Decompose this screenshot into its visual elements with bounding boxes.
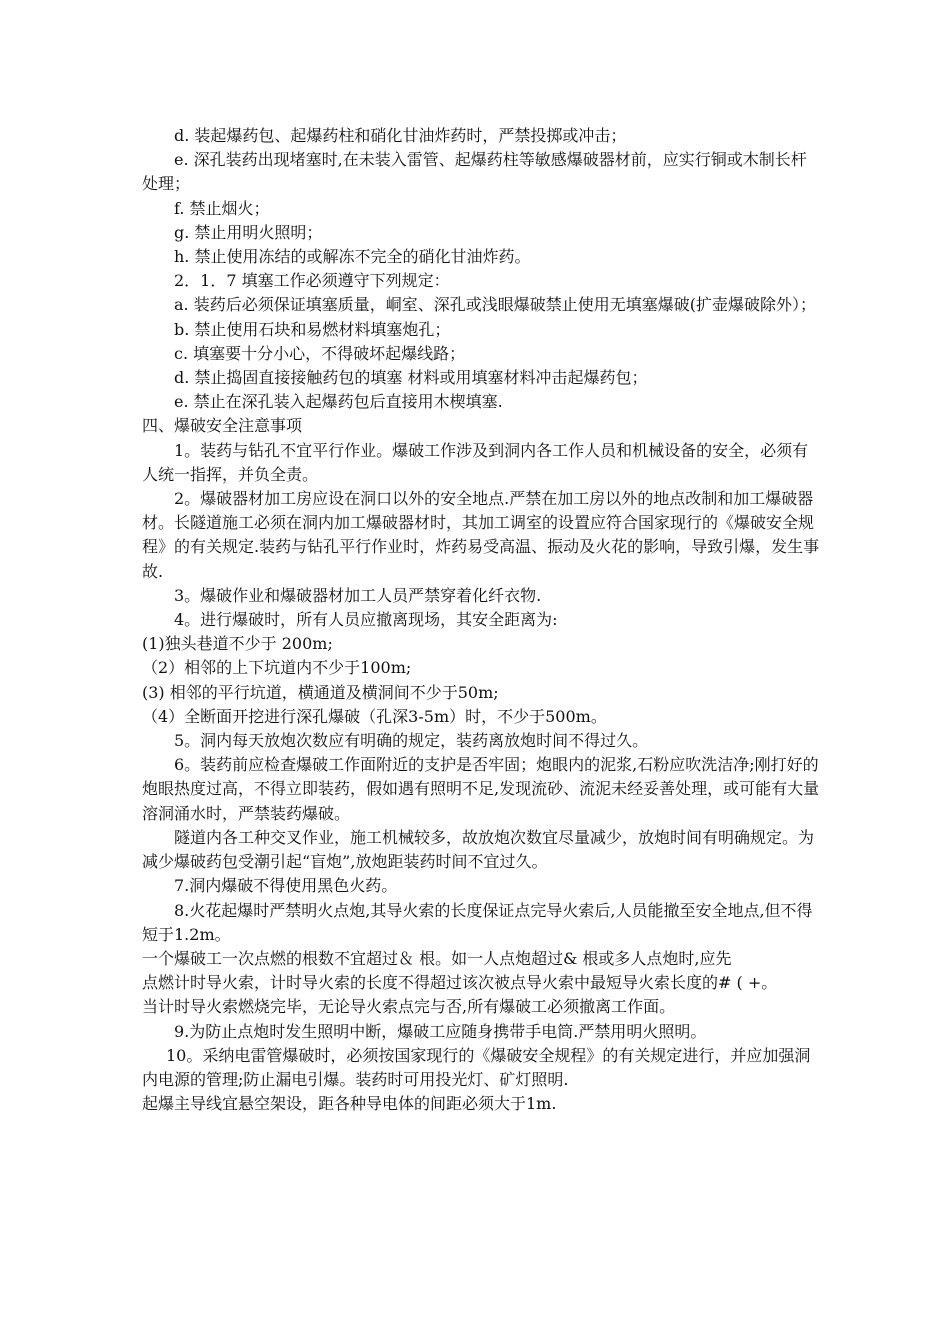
- item-10-electric-detonator: 10。采纳电雷管爆破时，必须按国家现行的《爆破安全规程》的有关规定进行，并应加强洞内电源的管理;防止漏电引爆。装药时可用投光灯、矿灯照明.: [142, 1045, 811, 1089]
- section-4-heading: 四、爆破安全注意事项: [142, 416, 303, 436]
- item-6-support-check: 6。装药前应检查爆破工作面附近的支护是否牢固；炮眼内的泥浆,石粉应吹洗洁净;刚打好的炮眼热度过高，不得立即装药，假如遇有照明不足,发现流砂、流泥未经妥善处理，或可能有大量溶洞涌水时，严禁装药爆破。: [142, 755, 820, 823]
- item-5-blast-frequency: 5。洞内每天放炮次数应有明确的规定，装药离放炮时间不得过久。: [174, 731, 649, 751]
- item-1-parallel-work: 1。装药与钻孔不宜平行作业。爆破工作涉及到洞内各工作人员和机械设备的安全，必须有人统一指挥，并负全责。: [142, 440, 809, 484]
- item-2-processing-room: 2。爆破器材加工房应设在洞口以外的安全地点.严禁在加工房以外的地点改制和加工爆破器材。长隧道施工必须在洞内加工爆破器材时，其加工调室的设置应符合国家现行的《爆破安全规程》的有关规定.装药与钻孔平行作业时，炸药易受高温、振动及火花的影响，导致引爆，发生事故.: [142, 489, 820, 581]
- paragraph-fuse-count: 一个爆破工一次点燃的根数不宜超过＆ 根。如一人点炮超过& 根或多人点炮时,应先: [142, 948, 732, 968]
- distance-2: （2）相邻的上下坑道内不少于100m;: [142, 658, 412, 678]
- paragraph-e-blockage: e. 深孔装药出现堵塞时,在未装入雷管、起爆药柱等敏感爆破器材前，应实行铜或木制长杆处理；: [142, 150, 807, 194]
- paragraph-e-wedge: e. 禁止在深孔装入起爆药包后直接用木楔填塞.: [174, 392, 503, 412]
- paragraph-d-tamping: d. 禁止捣固直接接触药包的填塞 材料或用填塞材料冲击起爆药包；: [174, 368, 648, 388]
- distance-1: (1)独头巷道不少于 200m;: [142, 634, 333, 654]
- paragraph-timing-fuse: 点燃计时导火索，计时导火索的长度不得超过该次被点导火索中最短导火索长度的# ( +。: [142, 973, 778, 993]
- paragraph-h-frozen-explosive: h. 禁止使用冻结的或解冻不完全的硝化甘油炸药。: [174, 247, 531, 267]
- paragraph-f-no-fire: f. 禁止烟火；: [174, 198, 270, 218]
- paragraph-cross-operation: 隧道内各工种交叉作业，施工机械较多，故放炮次数宜尽量减少，放炮时间有明确规定。为减少爆破药包受潮引起“盲炮”,放炮距装药时间不宜过久。: [142, 827, 815, 872]
- distance-4: （4）全断面开挖进行深孔爆破（孔深3-5m）时，不少于500m。: [142, 706, 607, 726]
- section-2-1-7-heading: 2．1．7 填塞工作必须遵守下列规定：: [174, 271, 450, 291]
- paragraph-d-charging: d. 装起爆药包、起爆药柱和硝化甘油炸药时，严禁投掷或冲击；: [174, 126, 627, 145]
- distance-3: (3) 相邻的平行坑道，横通道及横洞间不少于50m;: [142, 682, 499, 702]
- paragraph-b-stemming-material: b. 禁止使用石块和易燃材料填塞炮孔；: [174, 319, 451, 339]
- item-8-fuse-ignition: 8.火花起爆时严禁明火点炮,其导火索的长度保证点完导火索后,人员能撤至安全地点,但不得短于1.2m。: [142, 900, 813, 944]
- item-7-black-powder: 7.洞内爆破不得使用黑色火药。: [174, 876, 398, 896]
- item-3-clothing: 3。爆破作业和爆破器材加工人员严禁穿着化纤衣物.: [174, 585, 542, 605]
- item-9-flashlight: 9.为防止点炮时发生照明中断，爆破工应随身携带手电筒.严禁用明火照明。: [174, 1021, 707, 1041]
- document-body: [142, 124, 822, 1116]
- item-4-safe-distance: 4。进行爆破时，所有人员应撤离现场，其安全距离为:: [174, 610, 558, 630]
- paragraph-main-wire: 起爆主导线宜悬空架设，距各种导电体的间距必须大于1m.: [142, 1094, 557, 1114]
- paragraph-g-no-open-flame: g. 禁止用明火照明；: [174, 222, 323, 242]
- paragraph-c-stemming-care: c. 填塞要十分小心，不得破坏起爆线路；: [174, 343, 466, 363]
- paragraph-evacuate: 当计时导火索燃烧完毕，无论导火索点完与否,所有爆破工必须撤离工作面。: [142, 997, 676, 1017]
- paragraph-a-stemming-quality: a. 装药后必须保证填塞质量，峒室、深孔或浅眼爆破禁止使用无填塞爆破(扩壶爆破除外）；: [174, 295, 816, 315]
